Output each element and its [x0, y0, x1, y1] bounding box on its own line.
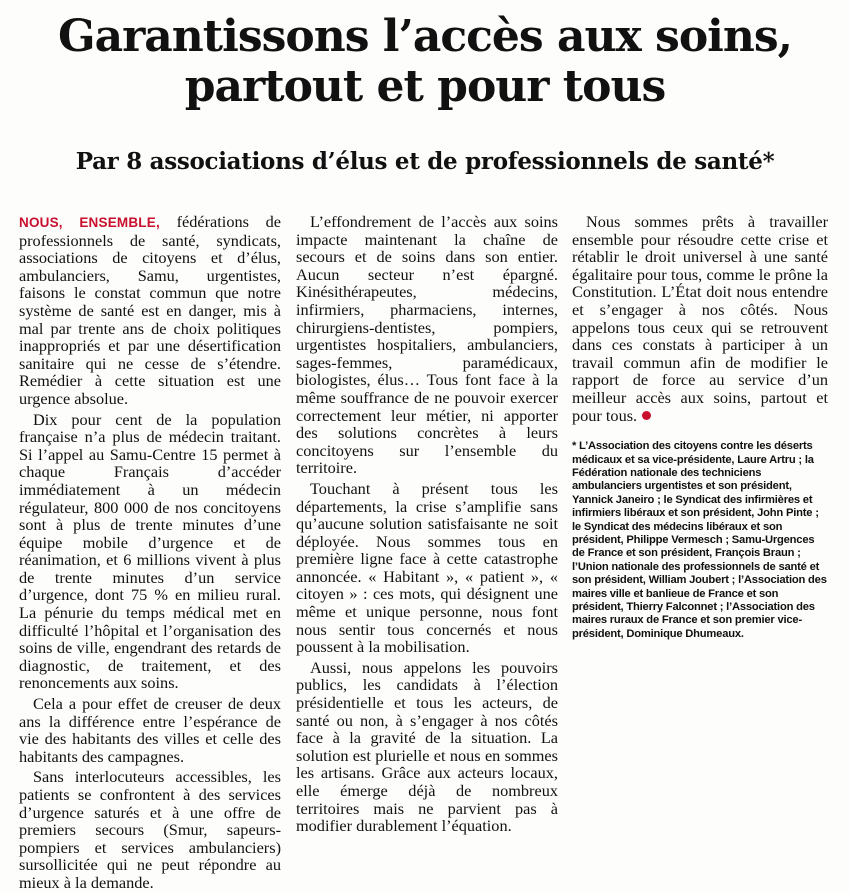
end-mark-icon [642, 411, 651, 420]
headline-line-2: partout et pour tous [184, 61, 666, 112]
article-column-1 [19, 212, 282, 892]
paragraph-8 [572, 213, 828, 424]
paragraph-1 [19, 213, 281, 408]
headline-line-1: Garantissons l’accès aux soins, [58, 11, 792, 62]
article-column-2 [296, 212, 558, 836]
author-credits [572, 440, 828, 641]
paragraph-4: Sans interlocuteurs accessibles, les patients se confrontent à des services d’urgence saturés et à une offre de premiers secours (Smur, sapeurs-pompiers et services ambulanciers) sursollicitée qui ne peut répondre au mieux à la demande. [19, 767, 281, 892]
paragraph-3: Cela a pour effet de creuser de deux ans la différence entre l’espérance de vie des habitants des villes et celle des habitants des campagnes. [19, 694, 281, 766]
subheading: Par 8 associations d’élus et de professionnels de santé* [75, 148, 775, 175]
paragraph-7: Aussi, nous appelons les pouvoirs publics, les candidats à l’élection présidentielle et tous les acteurs, de santé ou non, à s’engager à nos côtés face à la gravité de la situation. La solution est plurielle et nous en sommes les artisans. Grâce aux acteurs locaux, elle émerge déjà de nombreux territoires mais ne parvient pas à modifier durablement l’équation. [296, 657, 558, 836]
paragraph-5: L’effondrement de l’accès aux soins impacte maintenant la chaîne de secours et de soins dans son entier. Aucun secteur n’est épargné. Kinésithérapeutes, médecins, infirmiers, pharmaciens, internes, chirurgiens-dentistes, pompiers, urgentistes hospitaliers, ambulanciers, sages-femmes, paramédicaux, biologistes, élus… Tous font face à la même souffrance de ne pouvoir exercer correctement leur métier, ni apporter des solutions concrètes à leurs concitoyens sur l’ensemble du territoire. [296, 212, 558, 478]
article-column-3 [572, 213, 828, 704]
credits-text: * L’Association des citoyens contre les déserts médicaux et sa vice-présidente, Laure Artru ; la Fédération nationale des techniciens ambulanciers urgentistes et son président, Yannick Janeiro ; le Syndicat des infirmières et infirmiers libéraux et son président, John Pinte ; le Syndicat des médecins libéraux et son président, Philippe Vermesch ; Samu-Urgences de France et son président, François Braun ; l’Union nationale des professionnels de santé et son président, William Joubert ; l’Association des maires ville et banlieue de France et son président, Thierry Falconnet ; l’Association des maires ruraux de France et son premier vice-président, Dominique Dhumeaux. [572, 440, 827, 640]
lead-word: NOUS, ENSEMBLE, [19, 215, 160, 230]
paragraph-2: Dix pour cent de la population française n’a plus de médecin traitant. Si l’appel au Samu-Centre 15 permet à chaque Français d’accéder immédiatement à un médecin régulateur, 800 000 de nos concitoyens sont à plus de trente minutes d’une équipe mobile d’urgence et de réanimation, et 6 millions vivent à plus de trente minutes d’un service d’urgence, dont 75 % en milieu rural. La pénurie du temps médical met en difficulté l’hôpital et l’organisation des soins de ville, engendrant des retards de diagnostic, de traitement, et des renoncements aux soins. [19, 409, 281, 693]
paragraph-1-text: fédérations de professionnels de santé, syndicats, associations de citoyens et d’élus, ambulanciers, Samu, urgentistes, faisons le constat commun que notre système de santé est en danger, mis à mal par trente ans de choix politiques inappropriés et par une désertification sanitaire qui ne cesse de s’étendre. Remédier à cette situation est une urgence absolue. [19, 212, 282, 408]
headline [0, 12, 850, 112]
paragraph-8-text: Nous sommes prêts à travailler ensemble pour résoudre cette crise et rétablir le droit universel à une santé égalitaire pour tous, comme le prône la Constitution. L’État doit nous entendre et s’engager à nos côtés. Nous appelons tous ceux qui se retrouvent dans ces constats à participer à un travail commun afin de modifier le rapport de force au service d’un meilleur accès aux soins, partout et pour tous. [572, 212, 828, 425]
paragraph-6: Touchant à présent tous les départements, la crise s’amplifie sans qu’aucune solution satisfaisante ne soit déployée. Nous sommes tous en première ligne face à cette catastrophe annoncée. « Habitant », « patient », « citoyen » : ces mots, qui désignent une même et unique personne, nous font nous sentir tous concernés et nous poussent à la mobilisation. [296, 478, 558, 657]
